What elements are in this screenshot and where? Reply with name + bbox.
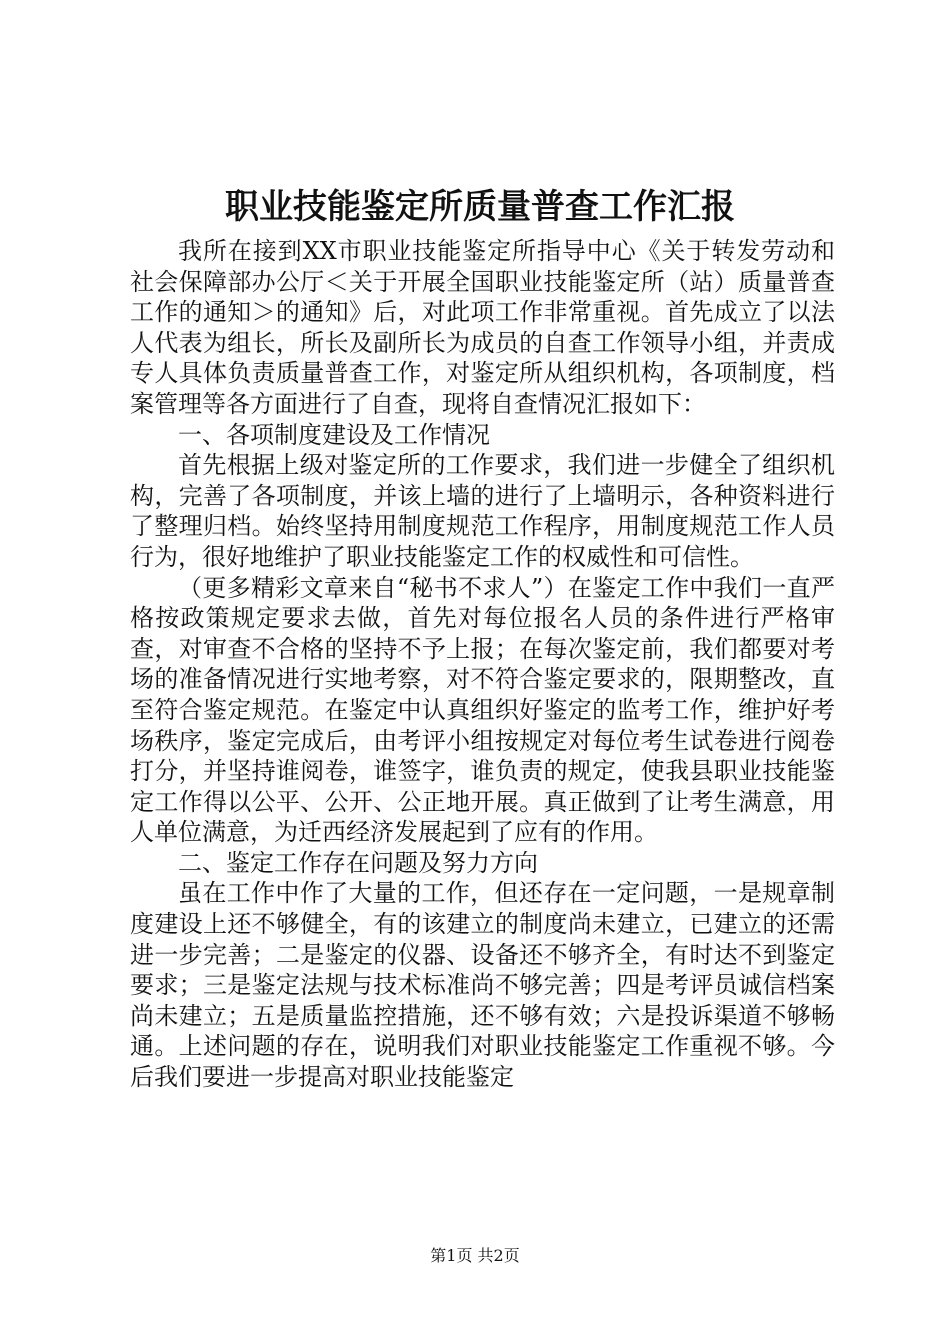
paragraph-section1-2: （更多精彩文章来自“秘书不求人”）在鉴定工作中我们一直严格按政策规定要求去做，首先对每位报名人员的条件进行严格审查，对审查不合格的坚持不予上报；在每次鉴定前，我们都要对考场的准备情况进行实地考察，对不符合鉴定要求的，限期整改，直至符合鉴定规范。在鉴定中认真组织好鉴定的监考工作，维护好考场秩序，鉴定完成后，由考评小组按规定对每位考生试卷进行阅卷打分，并坚持谁阅卷，谁签字，谁负责的规定，使我县职业技能鉴定工作得以公平、公开、公正地开展。真正做到了让考生满意，用人单位满意，为迁西经济发展起到了应有的作用。 — [130, 573, 835, 847]
section-heading-1: 一、各项制度建设及工作情况 — [178, 420, 490, 449]
paragraph-section1-1: 首先根据上级对鉴定所的工作要求，我们进一步健全了组织机构，完善了各项制度，并该上墙的进行了上墙明示，各种资料进行了整理归档。始终坚持用制度规范工作程序，用制度规范工作人员行为，很好地维护了职业技能鉴定工作的权威性和可信性。 — [130, 451, 835, 571]
document-title: 职业技能鉴定所质量普查工作汇报 — [225, 187, 735, 227]
section-heading-2: 二、鉴定工作存在问题及努力方向 — [178, 848, 538, 877]
paragraph-section2-1: 虽在工作中作了大量的工作，但还存在一定问题，一是规章制度建设上还不够健全，有的该建立的制度尚未建立，已建立的还需进一步完善；二是鉴定的仪器、设备还不够齐全，有时达不到鉴定要求；三是鉴定法规与技术标准尚不够完善；四是考评员诚信档案尚未建立；五是质量监控措施，还不够有效；六是投诉渠道不够畅通。上述问题的存在，说明我们对职业技能鉴定工作重视不够。今后我们要进一步提高对职业技能鉴定 — [130, 879, 835, 1092]
page-footer: 第1页 共2页 — [430, 1246, 520, 1265]
document-body — [130, 236, 835, 1093]
paragraph-intro: 我所在接到XX市职业技能鉴定所指导中心《关于转发劳动和社会保障部办公厅＜关于开展全国职业技能鉴定所（站）质量普查工作的通知＞的通知》后，对此项工作非常重视。首先成立了以法人代表为组长，所长及副所长为成员的自查工作领导小组，并责成专人具体负责质量普查工作，对鉴定所从组织机构，各项制度，档案管理等各方面进行了自查，现将自查情况汇报如下： — [130, 237, 835, 418]
